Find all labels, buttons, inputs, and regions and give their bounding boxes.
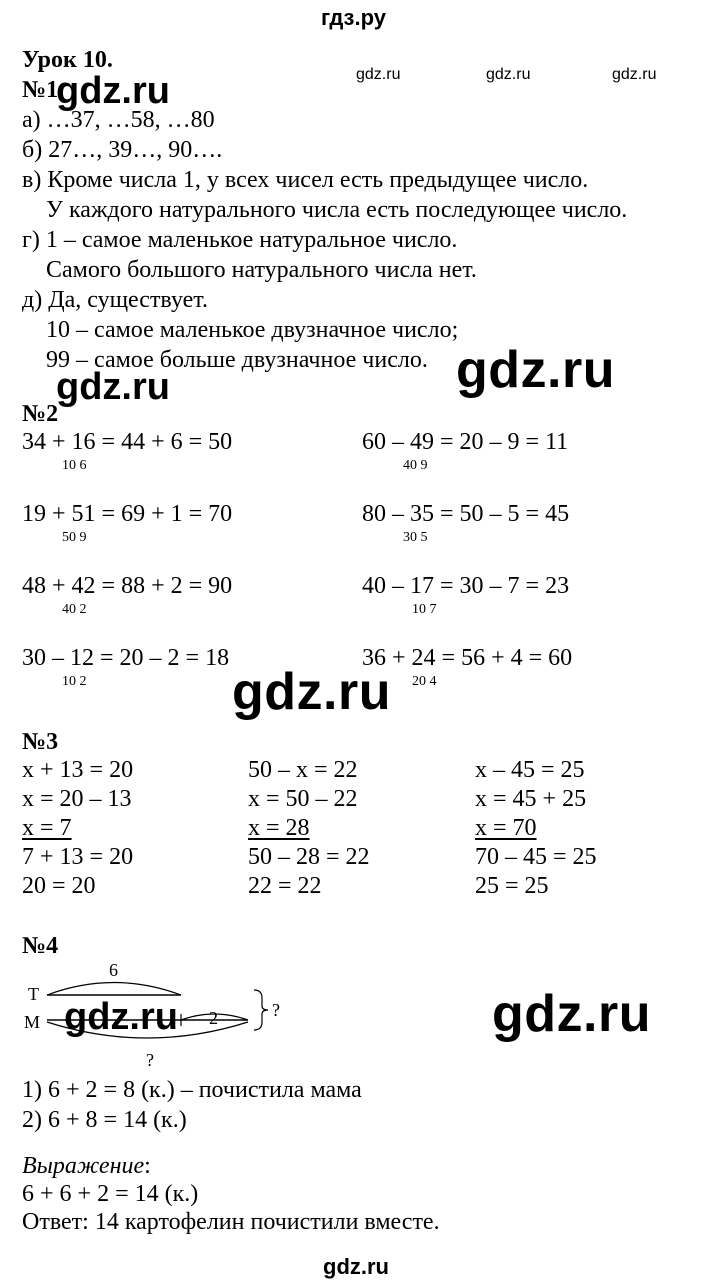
- task3-line: 25 = 25: [475, 873, 549, 899]
- task2-equation: 36 + 24 = 56 + 4 = 60: [362, 645, 573, 671]
- task2-equation: 30 – 12 = 20 – 2 = 18: [22, 645, 230, 671]
- task2-parts: 40 2: [62, 602, 87, 617]
- label-m: М: [24, 1012, 41, 1032]
- task1-line: а) …37, …58, …80: [22, 107, 215, 133]
- watermark: gdz.ru: [486, 66, 531, 83]
- task3-line: 50 – 28 = 22: [248, 844, 370, 870]
- task4-answer: Ответ: 14 картофелин почистили вместе.: [22, 1209, 440, 1235]
- task1-line: У каждого натурального числа есть последующее число.: [46, 197, 628, 223]
- task2-parts: 50 9: [62, 530, 87, 545]
- task1-line: б) 27…, 39…, 90….: [22, 137, 223, 163]
- task3-line: 70 – 45 = 25: [475, 844, 597, 870]
- task2-equation: 60 – 49 = 20 – 9 = 11: [362, 429, 569, 455]
- label-total-question: ?: [272, 1000, 280, 1020]
- task1-line: г) 1 – самое маленькое натуральное число.: [22, 227, 458, 253]
- task3-line: x + 13 = 20: [22, 757, 134, 783]
- task4-step: 2) 6 + 8 = 14 (к.): [22, 1107, 187, 1133]
- task3-line: 7 + 13 = 20: [22, 844, 134, 870]
- task3-line: x = 50 – 22: [248, 786, 358, 812]
- task1-line: д) Да, существует.: [22, 287, 208, 313]
- task1-line: 99 – самое больше двузначное число.: [46, 347, 428, 373]
- task3-line: x = 45 + 25: [475, 786, 587, 812]
- task2-parts: 40 9: [403, 458, 428, 473]
- lesson-title: Урок 10.: [22, 47, 113, 73]
- task1-line: Самого большого натурального числа нет.: [46, 257, 477, 283]
- task1-number: №1: [22, 77, 59, 103]
- arc-top: [47, 983, 181, 996]
- task3-line: 22 = 22: [248, 873, 322, 899]
- task2-parts: 20 4: [412, 674, 437, 689]
- watermark: gdz.ru: [56, 366, 170, 408]
- task1-line: в) Кроме числа 1, у всех чисел есть предыдущее число.: [22, 167, 589, 193]
- task3-solution: x = 70: [475, 815, 537, 841]
- site-footer[interactable]: gdz.ru: [323, 1254, 389, 1279]
- expression-colon: :: [144, 1153, 151, 1179]
- watermark: gdz.ru: [492, 985, 651, 1043]
- task2-number: №2: [22, 401, 59, 427]
- label-top-value: 6: [109, 960, 118, 980]
- expression-label-row: [22, 1152, 151, 1180]
- watermark: gdz.ru: [232, 663, 391, 721]
- label-t: Т: [28, 984, 39, 1004]
- task3-line: x – 45 = 25: [475, 757, 585, 783]
- task2-equation: 48 + 42 = 88 + 2 = 90: [22, 573, 233, 599]
- task2-equation: 34 + 16 = 44 + 6 = 50: [22, 429, 233, 455]
- site-header[interactable]: гдз.ру: [321, 5, 386, 30]
- task2-equation: 80 – 35 = 50 – 5 = 45: [362, 501, 570, 527]
- task2-equation: 19 + 51 = 69 + 1 = 70: [22, 501, 233, 527]
- task2-parts: 10 7: [412, 602, 437, 617]
- task3-line: 50 – x = 22: [248, 757, 358, 783]
- task2-parts: 10 2: [62, 674, 87, 689]
- task4-step: 1) 6 + 2 = 8 (к.) – почистила мама: [22, 1077, 362, 1103]
- task3-solution: x = 7: [22, 815, 72, 841]
- task3-solution: x = 28: [248, 815, 310, 841]
- label-bottom-question: ?: [146, 1050, 154, 1070]
- watermark: gdz.ru: [356, 66, 401, 83]
- task4-number: №4: [22, 933, 59, 959]
- task3-line: 20 = 20: [22, 873, 96, 899]
- watermark: gdz.ru: [56, 70, 170, 112]
- task2-parts: 30 5: [403, 530, 428, 545]
- task3-line: x = 20 – 13: [22, 786, 132, 812]
- watermark: gdz.ru: [612, 66, 657, 83]
- expression-label: Выражение: [22, 1153, 145, 1179]
- brace: [254, 990, 268, 1030]
- label-extra-value: 2: [209, 1008, 218, 1028]
- task2-parts: 10 6: [62, 458, 87, 473]
- task4-expression: 6 + 6 + 2 = 14 (к.): [22, 1181, 199, 1207]
- task3-number: №3: [22, 729, 59, 755]
- task2-equation: 40 – 17 = 30 – 7 = 23: [362, 573, 570, 599]
- watermark: gdz.ru: [456, 341, 615, 399]
- watermark: gdz.ru: [64, 996, 178, 1038]
- task1-line: 10 – самое маленькое двузначное число;: [46, 317, 459, 343]
